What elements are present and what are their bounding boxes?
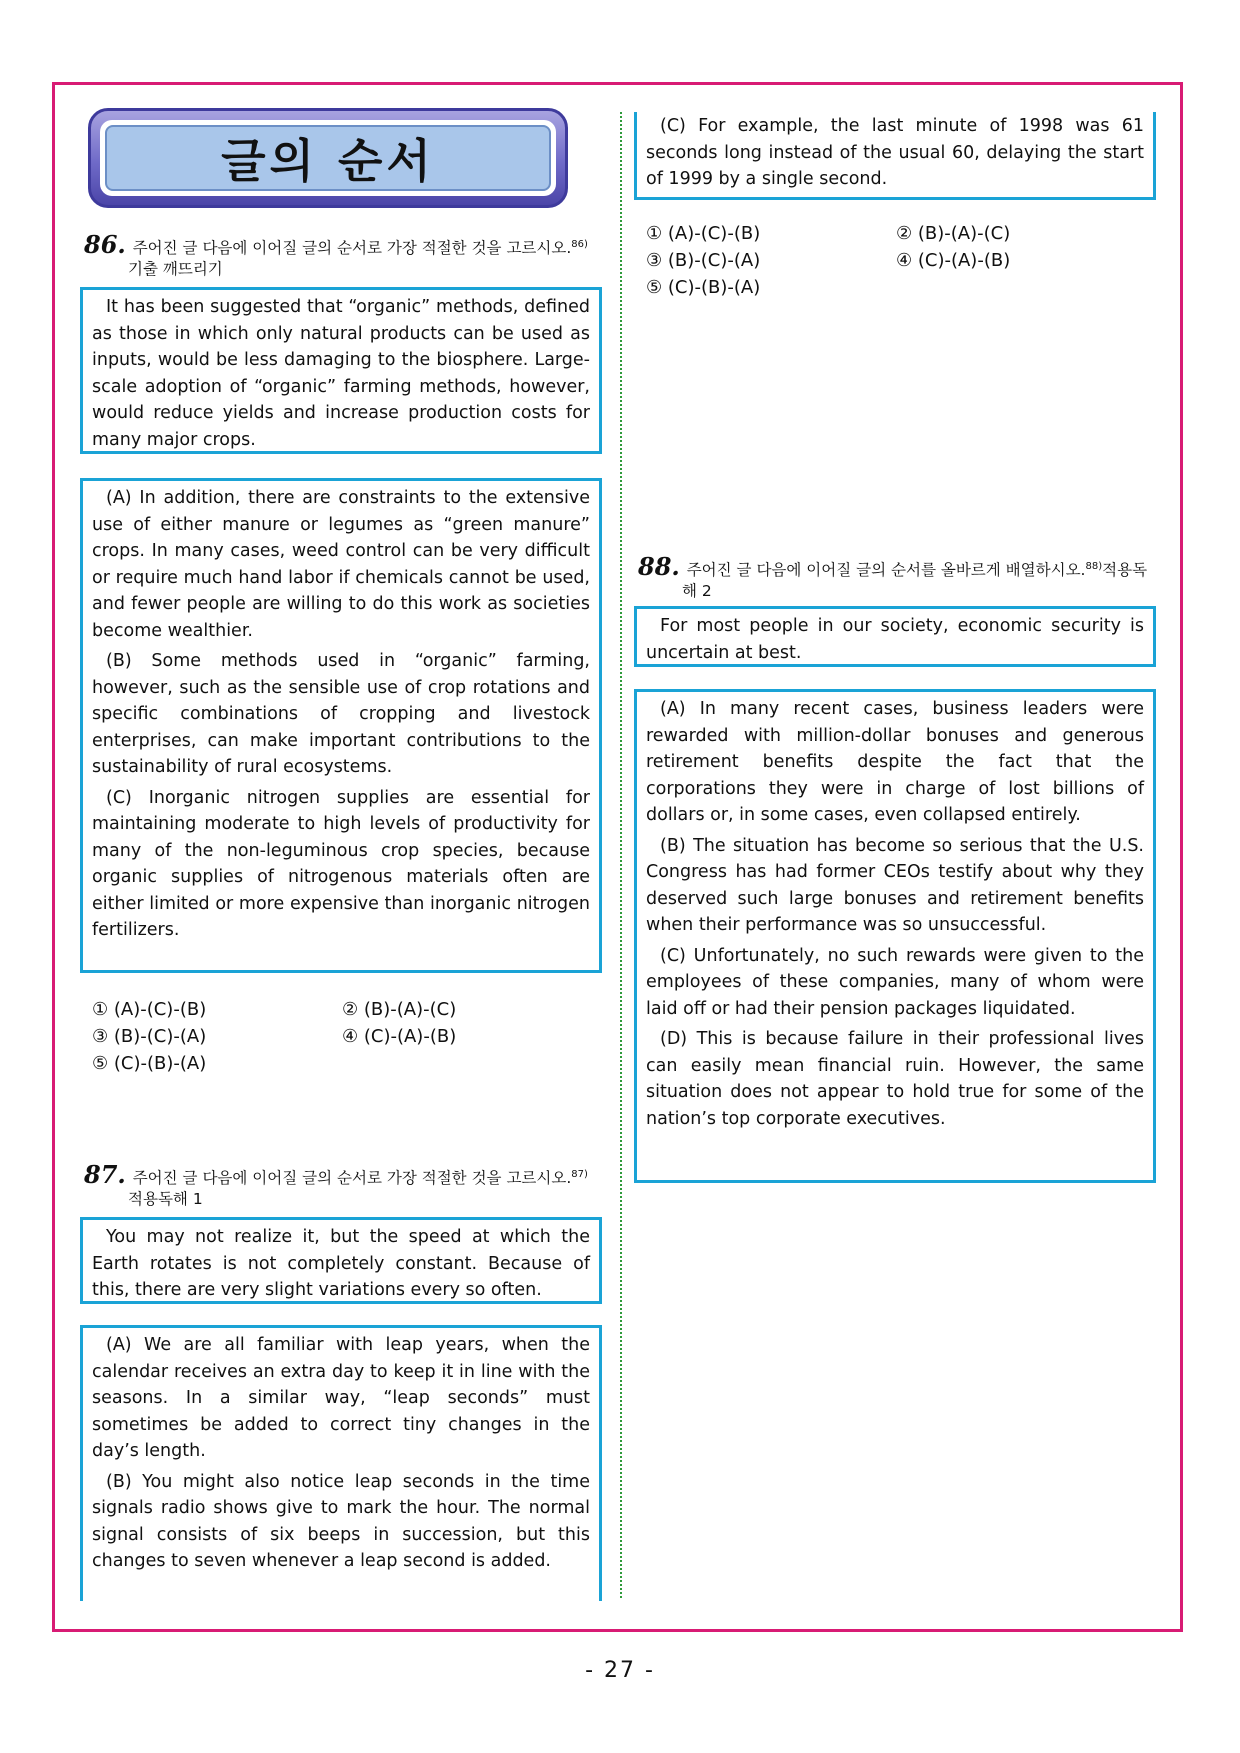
choice-5[interactable]: ⑤ (C)-(B)-(A) xyxy=(92,1053,207,1074)
q87-options-box xyxy=(80,1325,602,1601)
question-88-header xyxy=(638,552,1178,602)
choice-2[interactable]: ② (B)-(A)-(C) xyxy=(342,999,457,1020)
paragraph-a: (A) In addition, there are constraints to the extensive use of either manure or legumes as “green manure” crops. In many cases, weed control can be very difficult or require much hand labor if chemicals cannot be used, and fewer people are willing to do this work as societies become wealthier. xyxy=(92,488,590,641)
question-instruction: 주어진 글 다음에 이어질 글의 순서를 올바르게 배열하시오. xyxy=(686,561,1086,580)
footnote-ref: 87) xyxy=(571,1169,588,1180)
choice-4[interactable]: ④ (C)-(A)-(B) xyxy=(342,1026,457,1047)
intro-passage: For most people in our society, economic security is uncertain at best. xyxy=(646,616,1144,663)
question-tag: 기출 깨뜨리기 xyxy=(128,260,223,279)
q88-intro-box xyxy=(634,606,1156,667)
question-tag: 적용독해 1 xyxy=(128,1190,203,1209)
section-banner xyxy=(88,108,568,208)
question-number: 87. xyxy=(84,1160,126,1190)
paragraph-b: (B) The situation has become so serious that the U.S. Congress has had former CEOs testify about why they deserved such large bonuses and retirement benefits when their performance was so unsuccessful. xyxy=(646,835,1144,935)
section-title: 글의 순서 xyxy=(221,134,435,188)
intro-passage: You may not realize it, but the speed at which the Earth rotates is not completely constant. Because of this, there are very slight variations every so often. xyxy=(92,1227,590,1300)
choice-3[interactable]: ③ (B)-(C)-(A) xyxy=(646,250,761,271)
paragraph-c: (C) Unfortunately, no such rewards were given to the employees of these companies, many of whom were laid off or had their pension packages liquidated. xyxy=(646,945,1144,1019)
footnote-ref: 88) xyxy=(1085,561,1103,572)
choice-4[interactable]: ④ (C)-(A)-(B) xyxy=(896,250,1011,271)
paragraph-d: (D) This is because failure in their professional lives can easily mean financial ruin. However, the same situation does not appear to hold true for some of the nation’s top corporate executives. xyxy=(646,1029,1144,1129)
choice-5[interactable]: ⑤ (C)-(B)-(A) xyxy=(646,277,761,298)
q86-options-box xyxy=(80,478,602,973)
choice-2[interactable]: ② (B)-(A)-(C) xyxy=(896,223,1011,244)
choice-1[interactable]: ① (A)-(C)-(B) xyxy=(646,223,761,244)
question-tag: 적용독 xyxy=(1102,561,1148,580)
q86-choices xyxy=(92,998,592,1075)
question-86-header xyxy=(84,230,614,280)
paragraph-c: (C) For example, the last minute of 1998 was 61 seconds long instead of the usual 60, delaying the start of 1999 by a single second. xyxy=(646,116,1144,189)
q87-intro-box xyxy=(80,1217,602,1304)
page-number: - 27 - xyxy=(585,1658,655,1683)
q87-options-box-continued xyxy=(634,112,1156,200)
q87-choices xyxy=(646,222,1146,299)
paragraph-b: (B) You might also notice leap seconds in the time signals radio shows give to mark the hour. The normal signal consists of six beeps in succession, but this changes to seven whenever a leap second is added. xyxy=(92,1471,590,1571)
column-divider xyxy=(620,112,622,1598)
footnote-ref: 86) xyxy=(571,239,588,250)
question-instruction: 주어진 글 다음에 이어질 글의 순서로 가장 적절한 것을 고르시오. xyxy=(132,239,572,258)
paragraph-a: (A) In many recent cases, business leaders were rewarded with million-dollar bonuses and generous retirement benefits despite the fact that the corporations they were in charge of lost billions of dollars or, in some cases, even collapsed entirely. xyxy=(646,699,1144,825)
paragraph-a: (A) We are all familiar with leap years, when the calendar receives an extra day to keep it in line with the seasons. In a similar way, “leap seconds” must sometimes be added to correct tiny changes in the day’s length. xyxy=(92,1335,590,1461)
question-87-header xyxy=(84,1160,614,1210)
q86-intro-box xyxy=(80,287,602,454)
question-number: 88. xyxy=(638,552,680,582)
intro-passage: It has been suggested that “organic” methods, defined as those in which only natural products can be used as inputs, would be less damaging to the biosphere. Large-scale adoption of “organic” farming methods, however, would reduce yields and increase production costs for many major crops. xyxy=(92,297,590,450)
question-number: 86. xyxy=(84,230,126,260)
choice-1[interactable]: ① (A)-(C)-(B) xyxy=(92,999,207,1020)
q88-options-box xyxy=(634,689,1156,1183)
question-instruction: 주어진 글 다음에 이어질 글의 순서로 가장 적절한 것을 고르시오. xyxy=(132,1169,572,1188)
paragraph-c: (C) Inorganic nitrogen supplies are essential for maintaining moderate to high levels of productivity for many of the non-leguminous crop species, because organic supplies of nitrogenous materials often are either limited or more expensive than inorganic nitrogen fertilizers. xyxy=(92,787,590,940)
choice-3[interactable]: ③ (B)-(C)-(A) xyxy=(92,1026,207,1047)
question-tag-tail: 해 2 xyxy=(682,582,712,601)
paragraph-b: (B) Some methods used in “organic” farming, however, such as the sensible use of crop rotations and specific combinations of cropping and livestock enterprises, can make important contributions to the sustainability of rural ecosystems. xyxy=(92,651,590,777)
